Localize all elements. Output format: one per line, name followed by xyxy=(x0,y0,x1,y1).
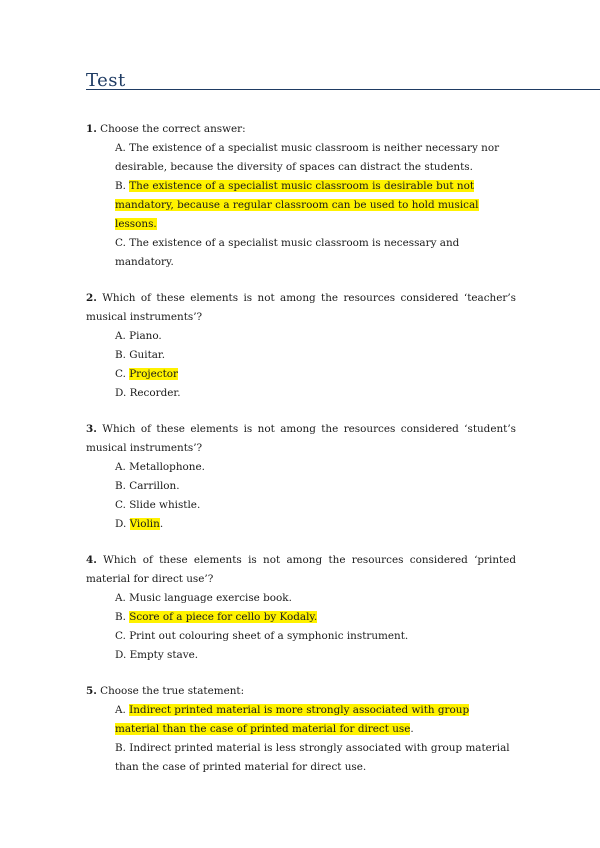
option-letter: A. xyxy=(115,461,130,473)
question-text xyxy=(86,551,516,589)
option-letter: A. xyxy=(115,592,130,604)
option-letter: D. xyxy=(115,387,130,399)
question-5 xyxy=(86,682,516,777)
option-letter: B. xyxy=(115,349,130,361)
question-text xyxy=(86,420,516,458)
answer-option xyxy=(86,515,516,534)
option-text: Metallophone. xyxy=(129,461,205,473)
question-text xyxy=(86,289,516,327)
question-number: 4. xyxy=(86,554,97,566)
question-prompt: Choose the correct answer: xyxy=(96,123,246,135)
question-1 xyxy=(86,120,516,272)
page-title: Test xyxy=(86,70,126,91)
highlighted-answer-text: Violin xyxy=(129,518,160,530)
question-text xyxy=(86,682,516,701)
answer-option xyxy=(86,177,516,234)
question-2 xyxy=(86,289,516,403)
answer-option xyxy=(86,627,516,646)
answer-option xyxy=(86,458,516,477)
answer-option xyxy=(86,327,516,346)
answer-option xyxy=(86,139,516,177)
highlighted-answer-text: Projector xyxy=(129,368,178,380)
title-underline xyxy=(86,89,600,90)
option-text: The existence of a specialist music classroom is necessary and mandatory. xyxy=(115,237,460,268)
question-prompt: Which of these elements is not among the resources considered ‘printed material for direct use’? xyxy=(86,554,516,585)
option-suffix: . xyxy=(410,723,414,735)
option-text: Indirect printed material is less strongly associated with group material than the case of printed material for direct use. xyxy=(115,742,510,773)
option-text: Music language exercise book. xyxy=(129,592,292,604)
option-letter: B. xyxy=(115,180,130,192)
question-prompt: Which of these elements is not among the resources considered ‘student’s musical instruments’? xyxy=(86,423,516,454)
question-3 xyxy=(86,420,516,534)
option-letter: B. xyxy=(115,611,130,623)
answer-option xyxy=(86,346,516,365)
option-letter: D. xyxy=(115,518,130,530)
answer-option xyxy=(86,608,516,627)
answer-option xyxy=(86,477,516,496)
option-letter: B. xyxy=(115,480,130,492)
highlighted-answer-text: Indirect printed material is more strongly associated with group material than the case of printed material for direct use xyxy=(115,704,470,735)
answer-option xyxy=(86,739,516,777)
question-number: 1. xyxy=(86,123,97,135)
question-text xyxy=(86,120,516,139)
highlighted-answer-text: Score of a piece for cello by Kodaly. xyxy=(129,611,318,623)
question-list xyxy=(86,120,516,794)
question-prompt: Choose the true statement: xyxy=(96,685,245,697)
option-text: Carrillon. xyxy=(129,480,180,492)
highlighted-answer-text: The existence of a specialist music classroom is desirable but not mandatory, because a regular classroom can be used to hold musical lessons. xyxy=(115,180,479,230)
option-letter: A. xyxy=(115,330,130,342)
answer-option xyxy=(86,384,516,403)
answer-option xyxy=(86,701,516,739)
question-number: 2. xyxy=(86,292,97,304)
option-letter: C. xyxy=(115,630,130,642)
question-number: 5. xyxy=(86,685,97,697)
option-letter: A. xyxy=(115,142,130,154)
answer-option xyxy=(86,365,516,384)
question-prompt: Which of these elements is not among the resources considered ‘teacher’s musical instruments’? xyxy=(86,292,516,323)
option-text: Slide whistle. xyxy=(129,499,201,511)
option-letter: C. xyxy=(115,368,130,380)
answer-option xyxy=(86,234,516,272)
option-text: Empty stave. xyxy=(129,649,199,661)
answer-option xyxy=(86,589,516,608)
option-text: Guitar. xyxy=(129,349,166,361)
option-text: Recorder. xyxy=(129,387,181,399)
option-text: Print out colouring sheet of a symphonic instrument. xyxy=(129,630,409,642)
option-letter: D. xyxy=(115,649,130,661)
answer-option xyxy=(86,496,516,515)
option-suffix: . xyxy=(159,518,164,530)
question-4 xyxy=(86,551,516,665)
option-text: Piano. xyxy=(129,330,162,342)
option-letter: C. xyxy=(115,499,130,511)
answer-option xyxy=(86,646,516,665)
option-letter: B. xyxy=(115,742,130,754)
question-number: 3. xyxy=(86,423,97,435)
option-text: The existence of a specialist music classroom is neither necessary nor desirable, because the diversity of spaces can distract the students. xyxy=(115,142,500,173)
option-letter: A. xyxy=(115,704,130,716)
option-letter: C. xyxy=(115,237,130,249)
